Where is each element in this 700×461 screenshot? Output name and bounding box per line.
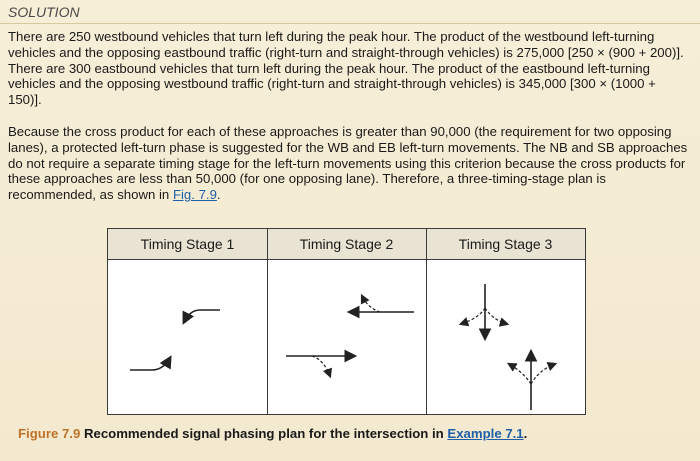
nb-left-arrow bbox=[531, 364, 555, 384]
paragraph-2 bbox=[8, 124, 688, 203]
header-stage-3: Timing Stage 3 bbox=[458, 236, 553, 252]
stage-3-movements bbox=[427, 260, 585, 414]
caption-end: . bbox=[523, 426, 528, 441]
eb-right-arrow bbox=[312, 356, 330, 376]
sb-right-arrow bbox=[485, 308, 507, 324]
table-header bbox=[108, 229, 585, 260]
phasing-table bbox=[107, 228, 586, 415]
figure-link[interactable]: Fig. 7.9 bbox=[172, 187, 217, 203]
stage-1-diagram bbox=[108, 260, 267, 414]
wb-right-arrow bbox=[362, 296, 380, 312]
paragraph-2-end: . bbox=[216, 187, 221, 203]
caption-text: Recommended signal phasing plan for the intersection in bbox=[80, 426, 448, 441]
wb-left-arrow bbox=[184, 310, 220, 322]
stage-1-movements bbox=[108, 260, 266, 414]
figure-label: Figure 7.9 bbox=[18, 426, 81, 441]
stage-2-diagram bbox=[268, 260, 427, 414]
stage-3-diagram bbox=[427, 260, 586, 414]
paragraph-1: There are 250 westbound vehicles that turn left during the peak hour. The product of the westbound left-turning vehicles and the opposing eastbound traffic (right-turn and straight-through vehicles) is 275,000 [250 × (900 + 200)]. There are 300 eastbound vehicles that turn left during the peak hour. The product of the eastbound left-turning vehicles and the opposing westbound traffic (right-turn and straight-through vehicles) is 345,000 [300 × (1000 + 150)]. bbox=[8, 29, 684, 108]
header-stage-2: Timing Stage 2 bbox=[299, 236, 394, 252]
paragraph-2-text: Because the cross product for each of these approaches is greater than 90,000 (the requirement for two opposing lanes), a protected left-turn phase is suggested for the WB and EB left-turn movements. The NB and SB approaches do not require a separate timing stage for the left-turn movements using this criterion because the cross products for these approaches are less than 50,000 (for one opposing lane). Therefore, a three-timing-stage plan is recommended, as shown in bbox=[8, 124, 688, 203]
stage-2-movements bbox=[268, 260, 426, 414]
eb-left-arrow bbox=[130, 358, 170, 370]
heading-divider bbox=[0, 23, 700, 24]
example-link[interactable]: Example 7.1 bbox=[447, 426, 524, 441]
sb-left-arrow bbox=[461, 308, 485, 324]
header-stage-1: Timing Stage 1 bbox=[140, 236, 235, 252]
figure-caption bbox=[18, 426, 527, 441]
section-heading: SOLUTION bbox=[8, 4, 80, 20]
nb-right-arrow bbox=[509, 364, 531, 384]
